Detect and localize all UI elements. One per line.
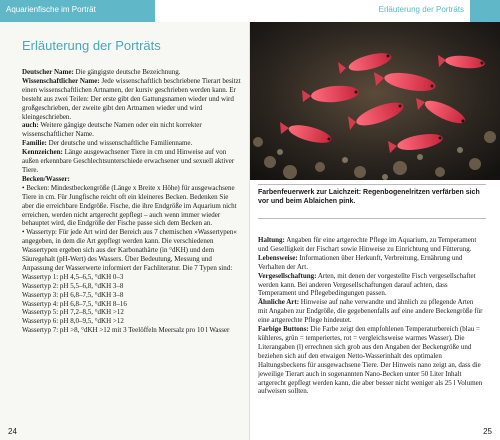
right-paragraph-label: Haltung: [258,236,285,244]
left-paragraph-text: Wassertyp 6: pH 8,0–9,5, °dKH >12 [22,317,124,326]
left-paragraph-text: Die gängigste deutsche Bezeichnung. [73,68,181,76]
right-paragraph-label: Farbige Buttons: [258,325,309,334]
left-paragraph [22,175,241,184]
section-tab-marker [470,0,500,22]
left-paragraph [22,300,241,309]
right-paragraph-text: Die Farbe zeigt den empfohlenen Temperaturbereich (blau = kühleres, grün = temperiertes, rot = vergleichsweise warmes Wasser). Die Literangaben (l) errechnen sich grob aus den Angaben der Beckengröße und beziehen sich auf den etwaigen Netto-Wasserinhalt des optimalen Haltungsbeckens für ausgewachsene Tiere. Der Hinweis nano zeigt an, dass die jeweilige Tierart auch in sogenannten Nano-Becken unter 50 Liter Inhalt artgerecht gepflegt werden kann, die aber besser nicht weniger als 25 l Volumen aufweisen sollten. [258,325,483,396]
caption-divider-bottom [258,218,486,219]
left-paragraph [22,139,241,148]
right-paragraph [258,298,483,325]
left-paragraph [22,77,241,122]
left-paragraph-label: Kennzeichen: [22,148,63,157]
left-paragraph-text: Wassertyp 1: pH 4,5–6,5, °dKH 0–3 [22,272,124,281]
photo-caption: Farbenfeuerwerk zur Laichzeit: Regenbogenelritzen verfärben sich vor und beim Ablaichen pink. [258,189,480,205]
left-paragraph-text: Wassertyp 2: pH 5,5–6,8, °dKH 3–8 [22,281,124,290]
left-paragraph-text: Wassertyp 5: pH 7,2–8,5, °dKH >12 [22,308,124,317]
section-tab-left [0,0,155,22]
left-paragraph [22,148,241,175]
right-paragraph-text: Informationen über Herkunft, Verbreitung, Ernährung und Verhalten der Art. [258,253,463,271]
right-paragraph-text: Arten, mit denen der vorgestellte Fisch vergesellschaftet werden kann. Bei anderen Vergesellschaftungen darauf achten, dass Temperament und Pflegebedingungen passen. [258,271,476,298]
left-paragraph-text: • Wassertyp: Für jede Art wird der Bereich aus 7 chemischen »Wassertypen« angegeben, in dem die Art gepflegt werden kann. Die verschiedenen Wassertypen ergeben sich aus der Karbonathärte (in °dKH) und dem Säuregehalt (pH-Wert) des Wassers. Über Bedeutung, Messung und Anpassung der Wasserwerte informiert der Fachliteratur. Die 7 Typen sind: [22,228,237,272]
right-paragraph-label: Vergesellschaftung: [258,271,317,280]
left-text-column [22,68,241,335]
fish-photo [250,22,500,180]
page-number-left: 24 [8,427,17,436]
left-paragraph [22,282,241,291]
left-paragraph-text: • Becken: Mindestbeckengröße (Länge x Breite x Höhe) für ausgewachsene Tiere in cm. Für Jungfische reicht oft ein kleineres Becken. Bedenken Sie aber die erreichbare Endgröße. Fische, die ihre Endgröße im Aquarium nicht erreichen, werden nicht artgerecht gepflegt – auch wenn immer wieder behauptet wird, die Endgröße der Fische passe sich dem Becken an. [22,183,237,228]
left-paragraph [22,121,241,139]
left-paragraph [22,184,241,229]
left-paragraph-text: Jede wissenschaftlich beschriebene Tierart besitzt einen wissenschaftlichen Artnamen, der kursiv geschrieben werden kann. Er besteht aus zwei Teilen: Der erste gibt den Gattungsnamen wieder und wird großgeschrieben, der zweite gibt den Artnamen wieder und wird kleingeschrieben. [22,76,241,121]
left-paragraph [22,308,241,317]
right-text-column [258,236,483,396]
page-title: Erläuterung der Porträts [22,38,161,53]
page-number-right: 25 [483,427,492,436]
right-paragraph-label: Lebensweise: [258,253,298,262]
left-paragraph [22,326,241,335]
left-paragraph [22,317,241,326]
left-paragraph-label: Deutscher Name: [22,68,74,76]
left-paragraph-text: Länge ausgewachsener Tiere in cm und Hinweise auf von außen erkennbare Geschlechtsunterschiede erwachsener und sexuell aktiver Tiere. [22,148,235,174]
header-bar [0,0,500,22]
right-paragraph-text: Hinweise auf nahe verwandte und ähnlich zu pflegende Arten mit Angaben zur Endgröße, die gegebenenfalls auf eine andere Beckengröße für eine artgerechte Pflege hindeutet. [258,298,483,325]
left-paragraph [22,228,241,273]
right-paragraph [258,254,483,272]
right-paragraph [258,236,483,254]
left-paragraph-text: Wassertyp 4: pH 6,8–7,5, °dKH 8–16 [22,299,127,308]
right-paragraph-label: Ähnliche Art: [258,298,300,307]
caption-divider-top [258,184,486,185]
right-paragraph-text: Angaben für eine artgerechte Pflege im Aquarium, zu Temperament und Geselligkeit der Fischart sowie Hinweise zu Einrichtung und Fütterung. [258,236,477,253]
left-paragraph-label: Becken/Wasser: [22,174,70,183]
left-paragraph-text: Wassertyp 7: pH >8, °dKH >12 mit 3 Teelöffeln Meersalz pro 10 l Wasser [22,326,230,335]
section-tab-left-label: Aquarienfische im Porträt [6,5,96,14]
section-tab-right-label: Erläuterung der Porträts [378,5,464,14]
right-paragraph [258,325,483,396]
left-paragraph [22,68,241,77]
left-paragraph-text: Wassertyp 3: pH 6,8–7,5, °dKH 3–8 [22,290,124,299]
left-paragraph [22,273,241,282]
left-paragraph-label: auch: [22,121,39,130]
left-paragraph-text: Der deutsche und wissenschaftliche Familienname. [46,139,193,148]
left-paragraph-label: Wissenschaftlicher Name: [22,76,100,85]
left-paragraph [22,291,241,300]
section-tab-right [258,0,500,22]
left-paragraph-text: Weitere gängige deutsche Namen oder ein nicht korrekter wissenschaftlicher Name. [22,121,202,139]
left-paragraph-label: Familie: [22,139,47,148]
right-paragraph [258,272,483,299]
